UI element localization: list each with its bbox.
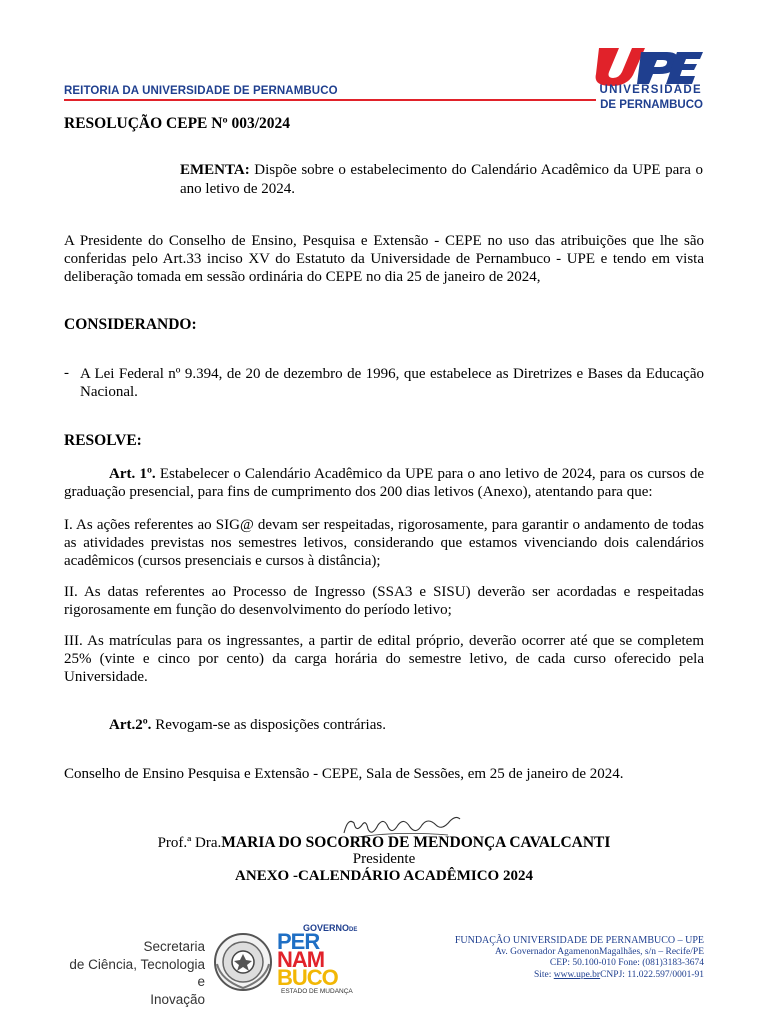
art2-paragraph xyxy=(109,717,386,734)
closing-line: Conselho de Ensino Pesquisa e Extensão - CEPE, Sala de Sessões, em 25 de janeiro de 2024. xyxy=(64,766,624,782)
gov-per-text: PER xyxy=(277,929,320,954)
item-III: III. As matrículas para os ingressantes, a partir de edital próprio, deverão ocorrer até que se completem 25% (vinte e cinco por cento) da carga horária do semestre letivo, de cada curso oferecido pela Universidade. xyxy=(64,633,704,685)
art2-label: Art.2º. xyxy=(109,717,152,733)
foundation-site-line xyxy=(400,970,704,982)
signer-line xyxy=(64,834,704,852)
item-I: I. As ações referentes ao SIG@ devam ser respeitadas, rigorosamente, para garantir o andamento de todas as atividades previstas nos semestres letivos, considerando que estamos vivenciando dois calendários acadêmicos (cursos presenciais e cursos à distância); xyxy=(64,517,704,569)
resolve-heading: RESOLVE: xyxy=(64,432,142,449)
gov-de-text: DE xyxy=(349,927,358,933)
institution-header-title: REITORIA DA UNIVERSIDADE DE PERNAMBUCO xyxy=(64,85,338,97)
gov-slogan-text: ESTADO DE MUDANÇA xyxy=(281,988,353,995)
art2-text: Revogam-se as disposições contrárias. xyxy=(155,717,386,733)
secretaria-line-3: Inovação xyxy=(150,991,205,1007)
intro-paragraph: A Presidente do Conselho de Ensino, Pesquisa e Extensão - CEPE no uso das atribuições que lhe são conferidas pelo Art.33 inciso XV do Estatuto da Universidade de Pernambuco - UPE e tendo em vista deliberação tomada em sessão ordinária do CEPE no dia 25 de janeiro de 2024, xyxy=(64,233,704,285)
annex-title: ANEXO -CALENDÁRIO ACADÊMICO 2024 xyxy=(235,868,533,884)
item-II: II. As datas referentes ao Processo de Ingresso (SSA3 e SISU) deverão ser acordadas e respeitadas rigorosamente em função do desenvolvimento do período letivo; xyxy=(64,584,704,618)
signer-role: Presidente xyxy=(352,851,416,867)
foundation-info xyxy=(400,935,704,981)
art1-text: Estabelecer o Calendário Acadêmico da UPE para o ano letivo de 2024, para os cursos de graduação presencial, para fins de cumprimento dos 200 dias letivos (Anexo), atentando para que: xyxy=(64,466,705,500)
signer-name: MARIA DO SOCORRO DE MENDONÇA CAVALCANTI xyxy=(221,834,611,851)
considerando-heading: CONSIDERANDO: xyxy=(64,316,197,333)
signer-prefix: Prof.ª Dra. xyxy=(157,835,222,851)
ementa-text: Dispõe sobre o estabelecimento do Calendário Acadêmico da UPE para o ano letivo de 2024. xyxy=(180,162,703,197)
logo-pernambuco-text: DE PERNAMBUCO xyxy=(600,99,703,111)
secretaria-label xyxy=(60,938,205,1008)
cnpj-text: CNPJ: 11.022.597/0001-91 xyxy=(600,969,704,980)
header-divider-line xyxy=(64,99,596,101)
ementa-label: EMENTA: xyxy=(180,162,250,178)
art1-label: Art. 1º. xyxy=(109,466,156,482)
gov-nam-text: NAM xyxy=(277,947,325,972)
foundation-address: Av. Governador AgamenonMagalhães, s/n – Recife/PE xyxy=(495,946,704,957)
foundation-name: FUNDAÇÃO UNIVERSIDADE DE PERNAMBUCO – UPE xyxy=(454,935,704,946)
governo-pernambuco-logo xyxy=(275,922,367,998)
resolution-title: RESOLUÇÃO CEPE Nº 003/2024 xyxy=(64,115,291,132)
secretaria-line-2: de Ciência, Tecnologia e xyxy=(69,956,205,989)
site-label: Site: xyxy=(533,969,554,980)
art1-paragraph xyxy=(64,465,704,501)
secretaria-line-1: Secretaria xyxy=(143,939,205,954)
considerando-item: A Lei Federal nº 9.394, de 20 de dezembro de 1996, que estabelece as Diretrizes e Bases da Educação Nacional. xyxy=(80,366,704,400)
gov-governo-text: GOVERNO xyxy=(303,923,350,933)
state-coat-of-arms-icon xyxy=(211,930,275,994)
gov-buco-text: BUCO xyxy=(277,965,338,990)
ementa-block xyxy=(180,161,703,199)
considerando-bullet: - xyxy=(64,365,69,381)
logo-university-text: UNIVERSIDADE xyxy=(599,84,702,96)
foundation-cep-phone: CEP: 50.100-010 Fone: (081)3183-3674 xyxy=(549,958,704,968)
site-link[interactable]: www.upe.br xyxy=(553,969,601,980)
